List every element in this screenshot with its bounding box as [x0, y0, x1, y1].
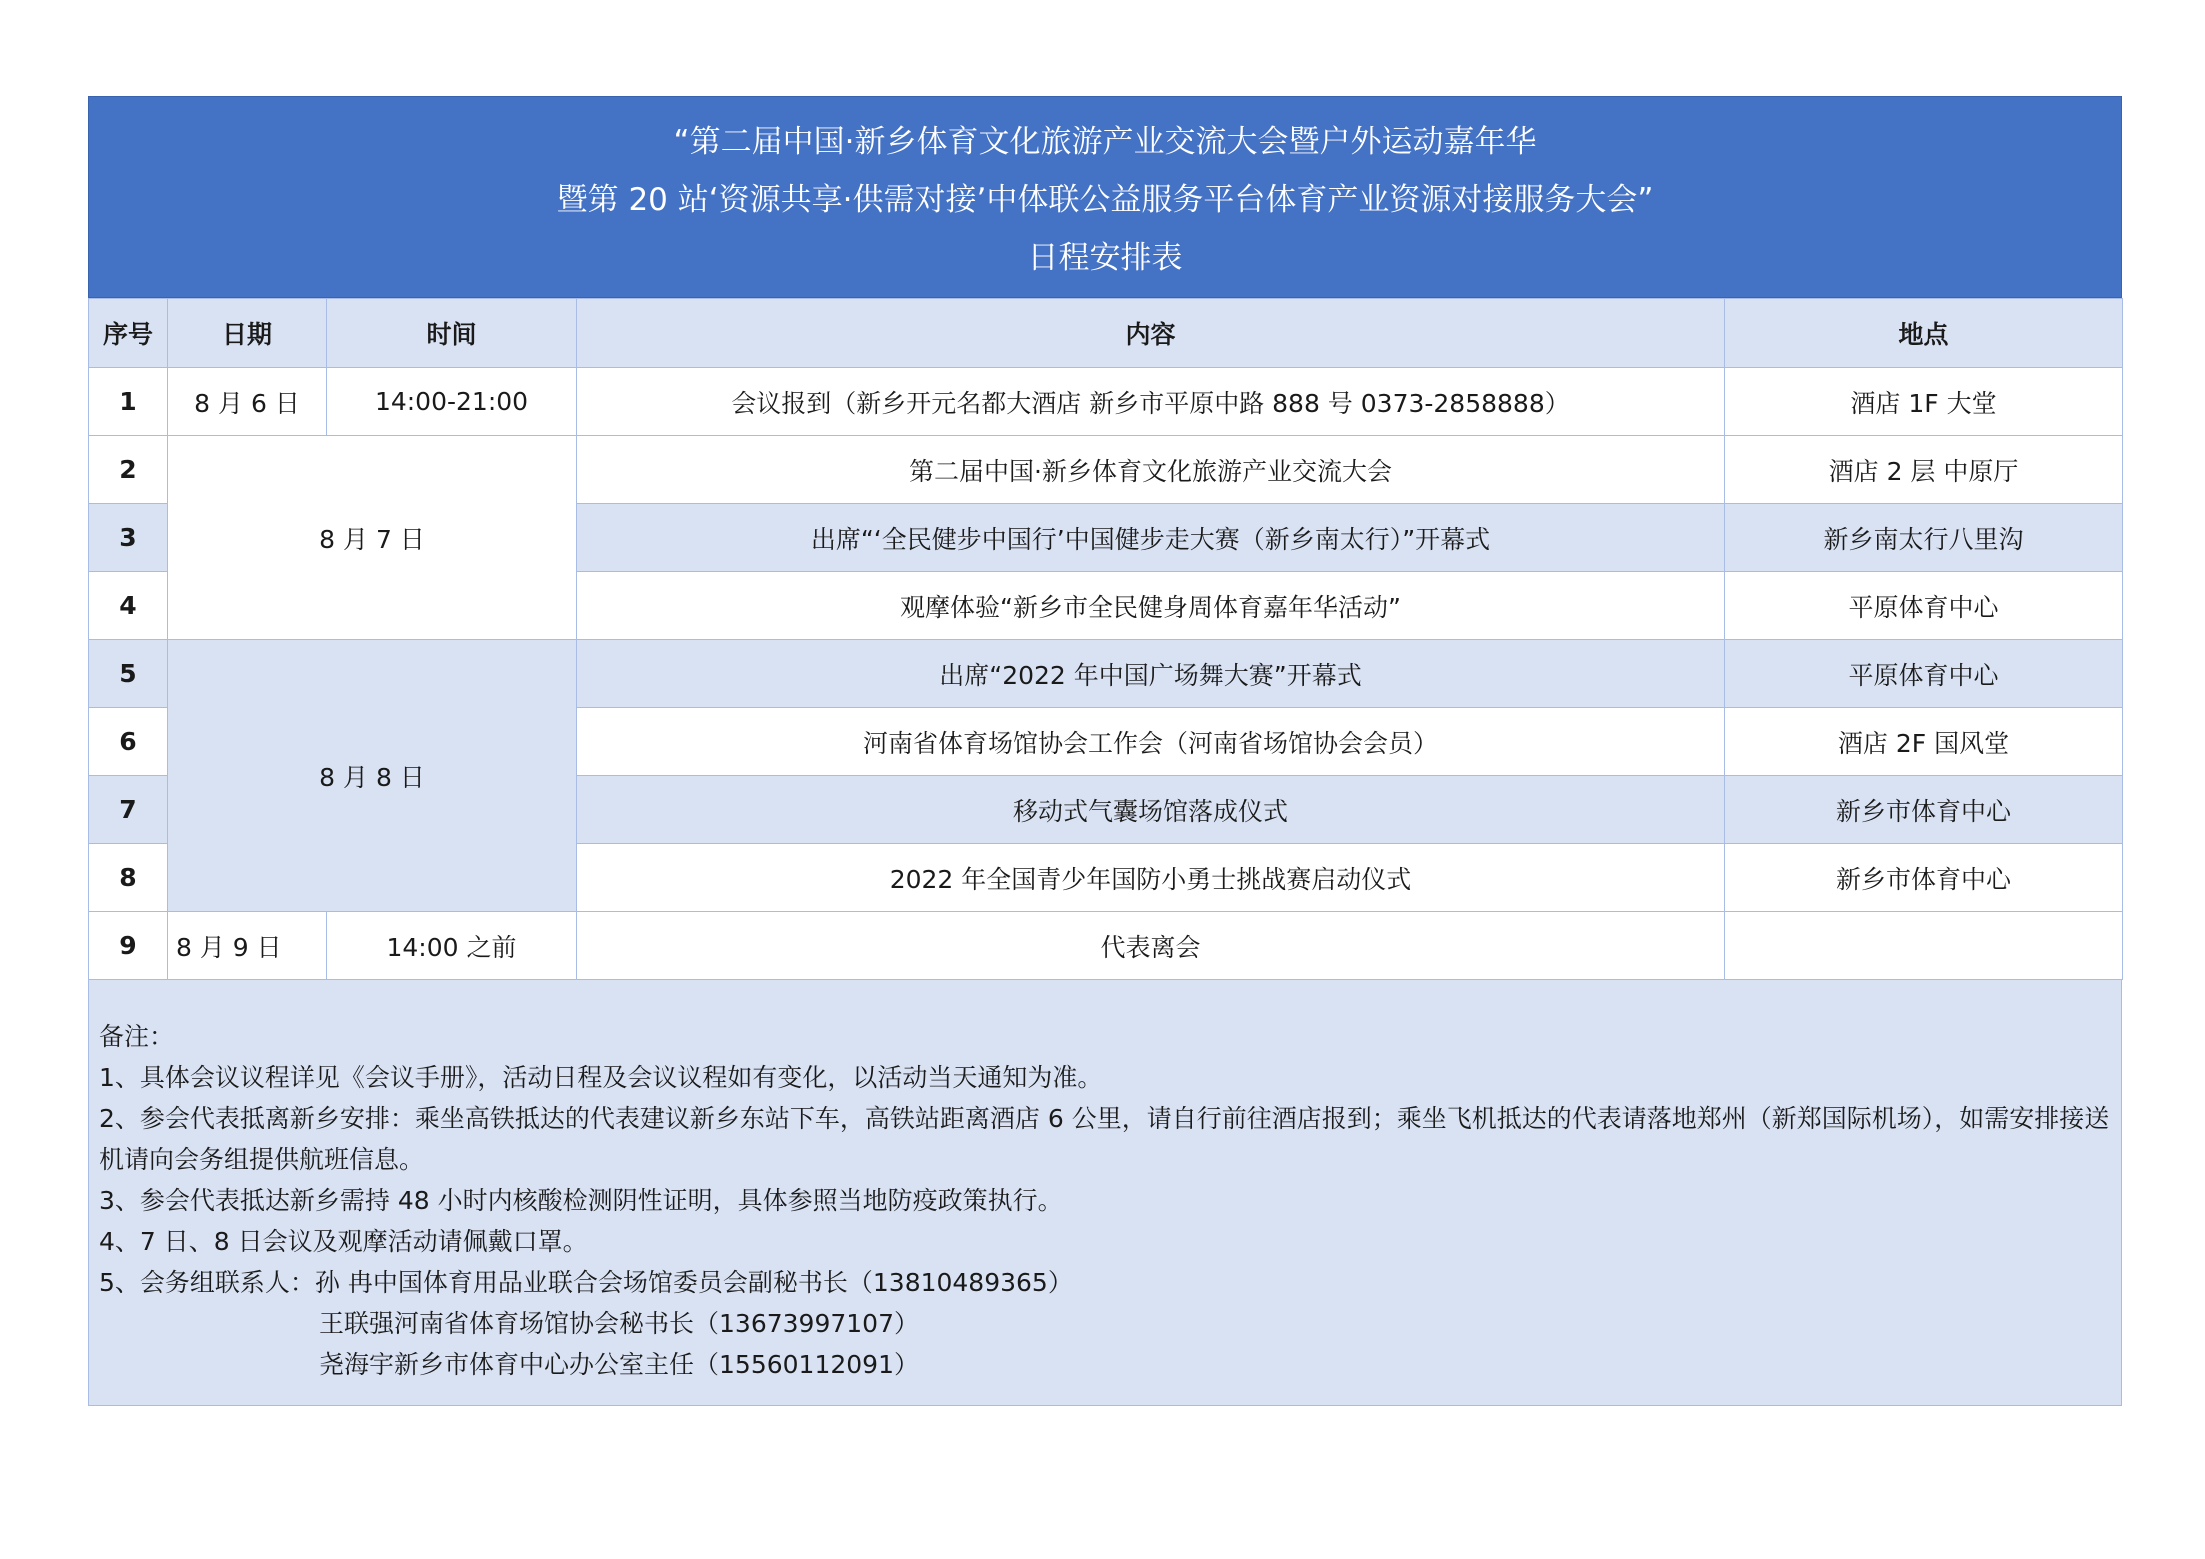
contact-info: 新乡市体育中心办公室主任（15560112091）	[394, 1350, 919, 1379]
title-line-2: 暨第 20 站‘资源共享·供需对接’中体联公益服务平台体育产业资源对接服务大会”	[556, 182, 1654, 218]
row-time: 14:00 之前	[327, 912, 577, 980]
note-item-5	[99, 1262, 2113, 1303]
title-line-1: “第二届中国·新乡体育文化旅游产业交流大会暨户外运动嘉年华	[673, 124, 1537, 160]
merged-date-aug8: 8 月 8 日	[168, 640, 577, 912]
table-row	[89, 368, 2123, 436]
row-content: 移动式气囊场馆落成仪式	[577, 776, 1725, 844]
row-content: 河南省体育场馆协会工作会（河南省场馆协会会员）	[577, 708, 1725, 776]
row-date: 8 月 6 日	[168, 368, 327, 436]
row-date: 8 月 9 日	[168, 912, 327, 980]
header-content: 内容	[577, 299, 1725, 368]
notes-heading: 备注：	[99, 1022, 175, 1051]
row-content: 出席“‘全民健步中国行’中国健步走大赛（新乡南太行）”开幕式	[577, 504, 1725, 572]
row-place: 新乡市体育中心	[1725, 776, 2123, 844]
row-content: 出席“2022 年中国广场舞大赛”开幕式	[577, 640, 1725, 708]
title-block	[88, 96, 2122, 298]
schedule-table	[88, 298, 2123, 980]
row-time: 14:00-21:00	[327, 368, 577, 436]
row-num: 5	[89, 640, 168, 708]
contact-line	[99, 1344, 2113, 1385]
contact-name: 王联强	[319, 1309, 395, 1338]
row-num: 1	[89, 368, 168, 436]
contact-line	[99, 1303, 2113, 1344]
row-num: 3	[89, 504, 168, 572]
contact-info: 河南省体育场馆协会秘书长（13673997107）	[394, 1309, 919, 1338]
notes-section	[88, 980, 2122, 1406]
row-num: 7	[89, 776, 168, 844]
header-place: 地点	[1725, 299, 2123, 368]
merged-date-aug7: 8 月 7 日	[168, 436, 577, 640]
table-row	[89, 436, 2123, 504]
row-place: 平原体育中心	[1725, 640, 2123, 708]
row-place	[1725, 912, 2123, 980]
row-num: 8	[89, 844, 168, 912]
row-place: 新乡市体育中心	[1725, 844, 2123, 912]
table-header-row	[89, 299, 2123, 368]
row-place: 新乡南太行八里沟	[1725, 504, 2123, 572]
note-item-2: 2、参会代表抵离新乡安排：乘坐高铁抵达的代表建议新乡东站下车，高铁站距离酒店 6 公里，请自行前往酒店报到；乘坐飞机抵达的代表请落地郑州（新郑国际机场），如需安排接送机请向会务组提供航班信息。	[99, 1104, 2110, 1174]
contact-name: 尧海宇	[319, 1350, 395, 1379]
row-place: 酒店 2 层 中原厅	[1725, 436, 2123, 504]
row-num: 9	[89, 912, 168, 980]
note-item-1: 1、具体会议议程详见《会议手册》，活动日程及会议议程如有变化，以活动当天通知为准。	[99, 1063, 1103, 1092]
row-num: 4	[89, 572, 168, 640]
header-date: 日期	[168, 299, 327, 368]
row-content: 会议报到（新乡开元名都大酒店 新乡市平原中路 888 号 0373-2858888）	[577, 368, 1725, 436]
row-place: 酒店 1F 大堂	[1725, 368, 2123, 436]
row-num: 2	[89, 436, 168, 504]
schedule-sheet	[88, 96, 2122, 1406]
table-row	[89, 912, 2123, 980]
row-content: 观摩体验“新乡市全民健身周体育嘉年华活动”	[577, 572, 1725, 640]
row-content: 2022 年全国青少年国防小勇士挑战赛启动仪式	[577, 844, 1725, 912]
contact-prefix: 5、会务组联系人：	[99, 1268, 315, 1297]
row-place: 酒店 2F 国风堂	[1725, 708, 2123, 776]
note-item-4: 4、7 日、8 日会议及观摩活动请佩戴口罩。	[99, 1227, 588, 1256]
row-content: 代表离会	[577, 912, 1725, 980]
title-line-3: 日程安排表	[1027, 240, 1183, 276]
header-time: 时间	[327, 299, 577, 368]
header-num: 序号	[89, 299, 168, 368]
row-content: 第二届中国·新乡体育文化旅游产业交流大会	[577, 436, 1725, 504]
row-num: 6	[89, 708, 168, 776]
contact-info: 中国体育用品业联合会场馆委员会副秘书长（13810489365）	[372, 1268, 1073, 1297]
contact-name: 孙 冉	[314, 1268, 373, 1297]
row-place: 平原体育中心	[1725, 572, 2123, 640]
table-row	[89, 640, 2123, 708]
note-item-3: 3、参会代表抵达新乡需持 48 小时内核酸检测阴性证明，具体参照当地防疫政策执行。	[99, 1186, 1063, 1215]
